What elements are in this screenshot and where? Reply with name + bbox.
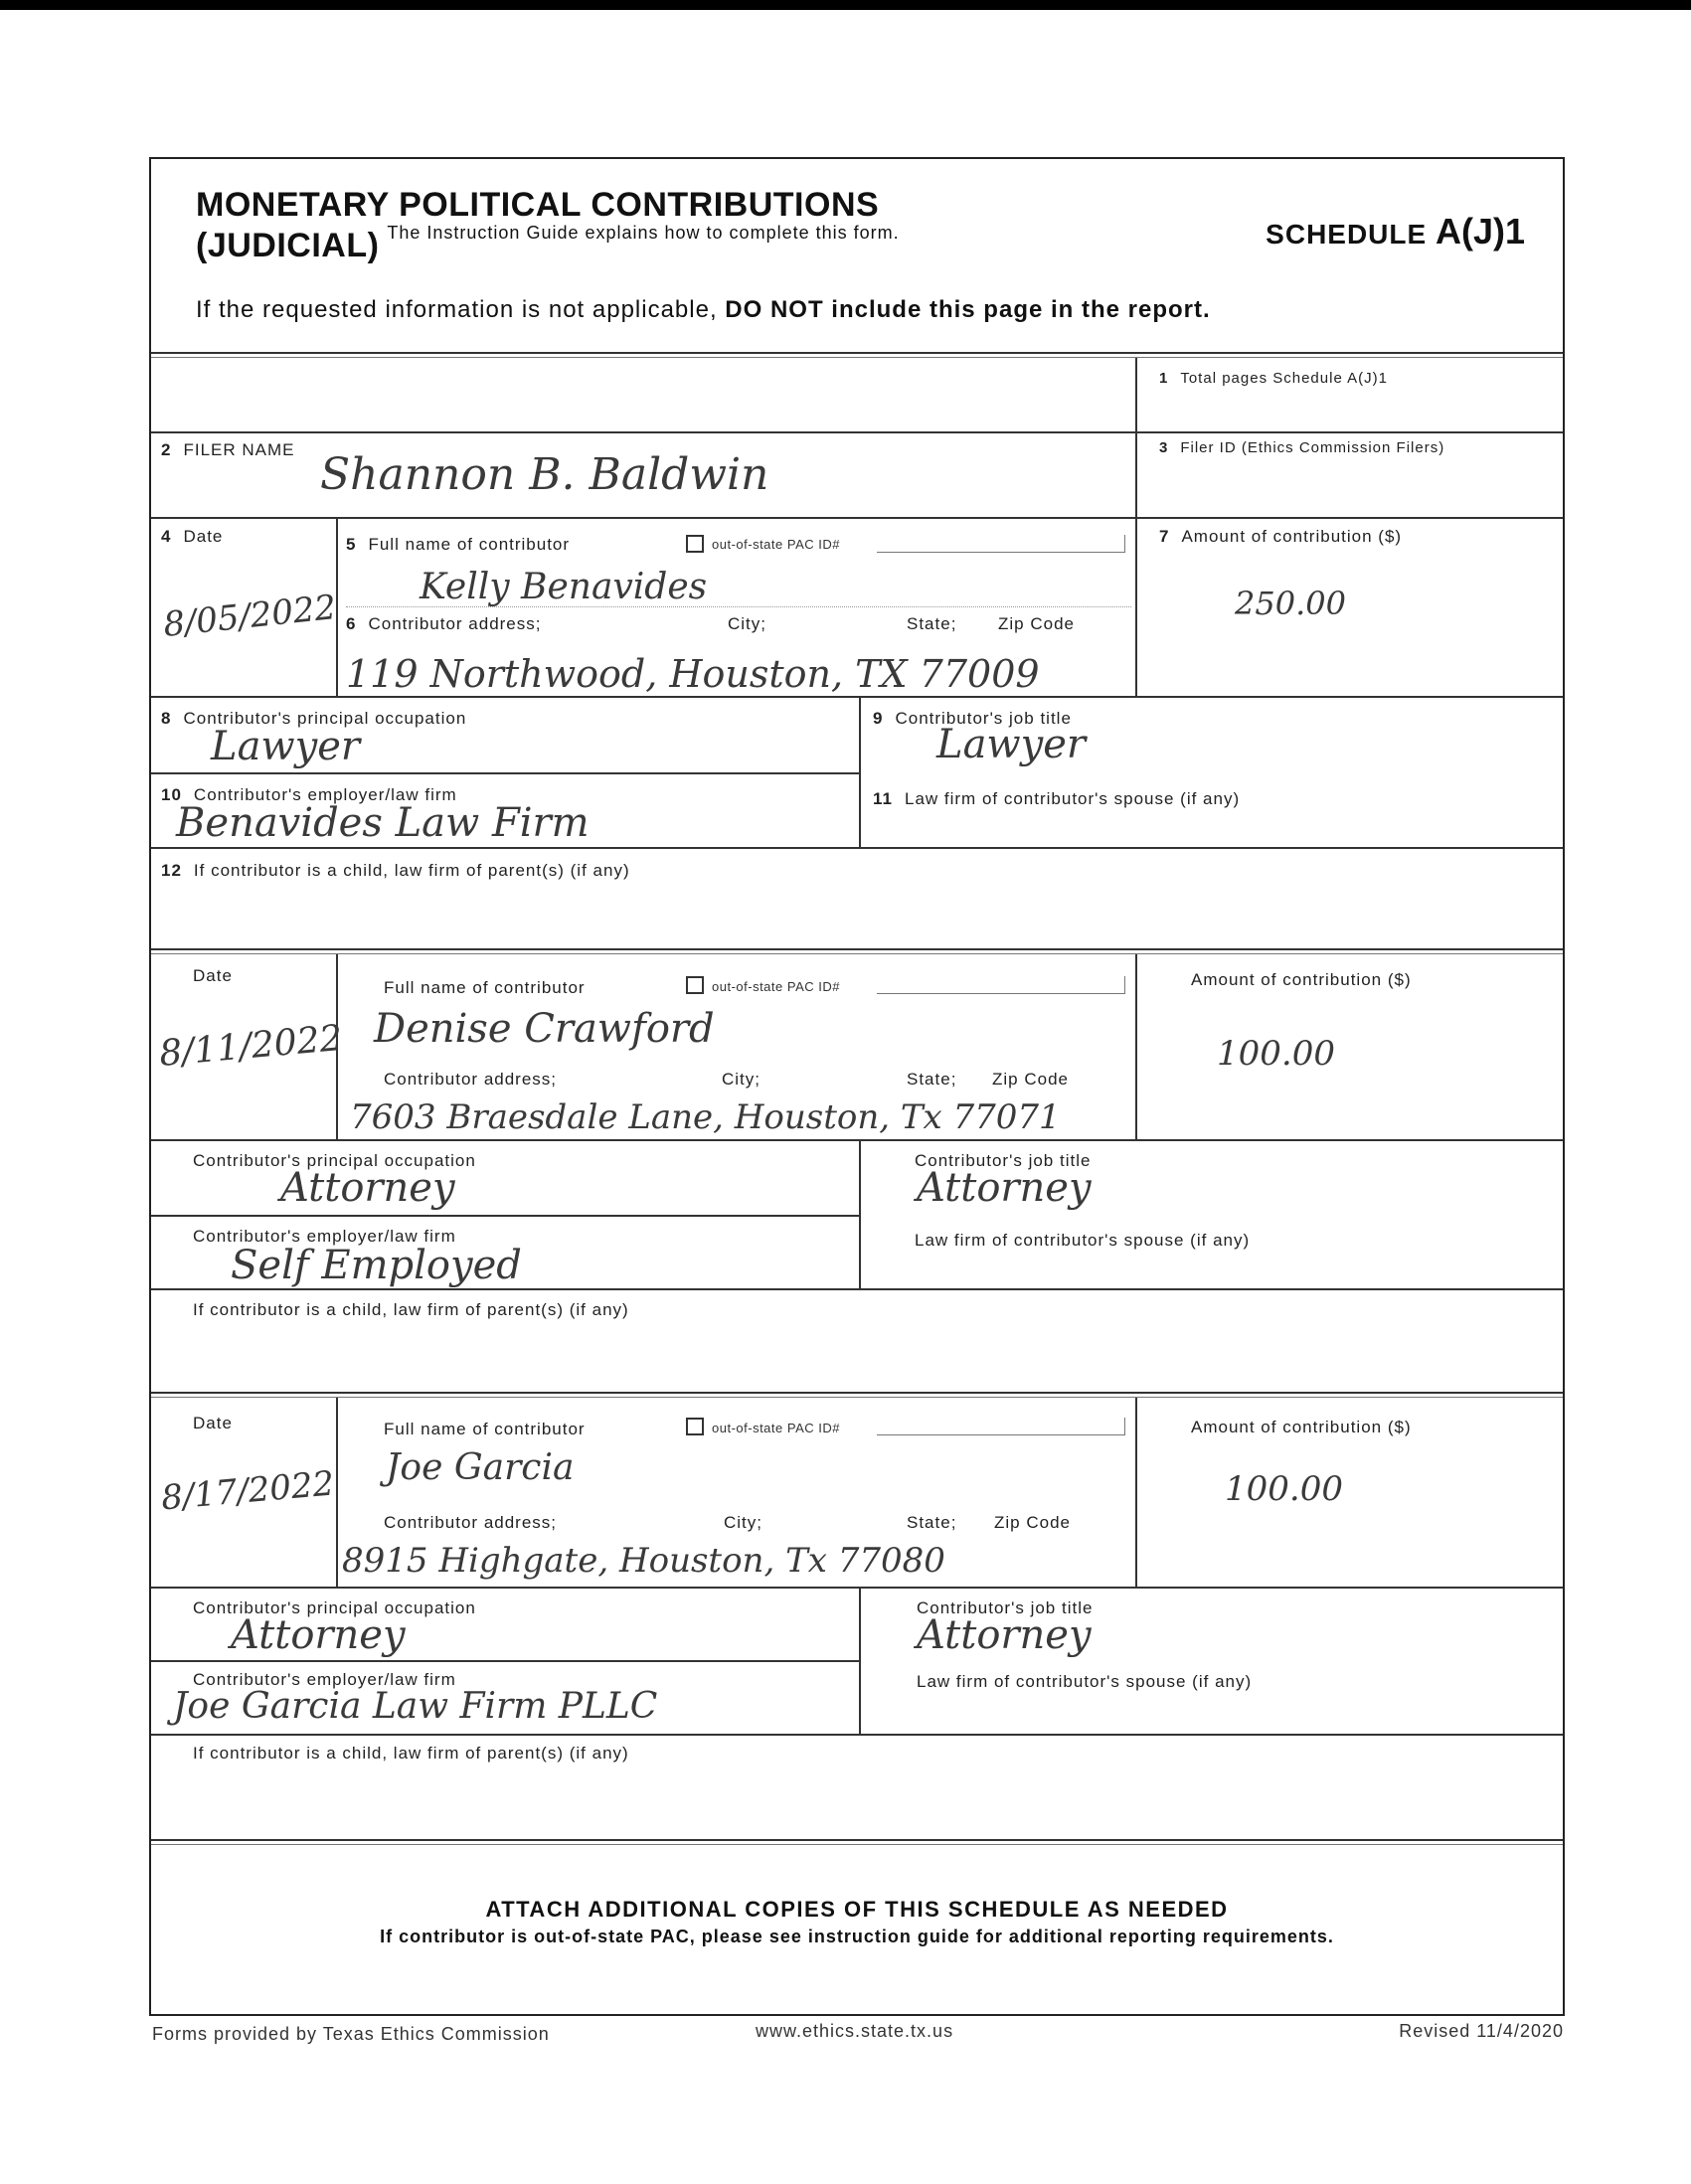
dotted-rule (346, 606, 1131, 607)
state-label: State; (907, 614, 957, 633)
revision-date: Revised 11/4/2020 (1399, 2021, 1564, 2041)
out-of-state-pac-note: If contributor is out-of-state PAC, please see instruction guide for additional reporting requirements. (380, 1927, 1334, 1946)
spouse-firm-label: Law firm of contributor's spouse (if any) (917, 1672, 1253, 1691)
form-provider: Forms provided by Texas Ethics Commission (152, 2024, 550, 2044)
divider (151, 1587, 1563, 1589)
total-pages-label: 1 Total pages Schedule A(J)1 (1159, 370, 1388, 387)
full-name-label: Full name of contributor (384, 978, 586, 997)
contributor-address-value: 8915 Highgate, Houston, Tx 77080 (342, 1541, 945, 1581)
website-link[interactable]: www.ethics.state.tx.us (756, 2021, 954, 2041)
address-label: Contributor address; (384, 1070, 558, 1089)
applicability-note (196, 296, 1211, 324)
note-text: If the requested information is not applicable, (196, 296, 718, 323)
pac-id-field[interactable] (877, 535, 1125, 553)
section-divider (151, 1392, 1563, 1398)
filer-name-label: 2 FILER NAME (161, 440, 295, 459)
amount-label: Amount of contribution ($) (1191, 1418, 1412, 1436)
job-title-label: Contributor's job title (917, 1598, 1094, 1617)
schedule-word: SCHEDULE (1266, 219, 1428, 250)
child-firm-label: If contributor is a child, law firm of parent(s) (if any) (193, 1744, 629, 1763)
employer-label: Contributor's employer/law firm (193, 1227, 456, 1246)
address-label: Contributor address; (384, 1513, 558, 1532)
divider (151, 847, 1563, 849)
divider (151, 772, 859, 774)
state-label: State; (907, 1070, 957, 1089)
occupation-label: 8 Contributor's principal occupation (161, 709, 467, 728)
divider (151, 517, 1563, 519)
divider (151, 1288, 1563, 1290)
state-label: State; (907, 1513, 957, 1532)
title-line-1: MONETARY POLITICAL CONTRIBUTIONS (196, 186, 880, 224)
divider (1135, 519, 1137, 696)
amount-value: 100.00 (1225, 1469, 1343, 1509)
title-line-2: (JUDICIAL) (196, 227, 380, 264)
amount-value: 100.00 (1217, 1034, 1335, 1074)
divider (151, 1734, 1563, 1736)
contributor-address-value: 119 Northwood, Houston, TX 77009 (346, 652, 1040, 696)
divider (1135, 1398, 1137, 1587)
divider (151, 1215, 859, 1217)
city-label: City; (722, 1070, 761, 1089)
attach-copies-heading: ATTACH ADDITIONAL COPIES OF THIS SCHEDULE AS NEEDED (485, 1897, 1229, 1922)
out-of-state-pac-label: out-of-state PAC ID# (712, 1421, 840, 1435)
city-label: City; (724, 1513, 762, 1532)
spouse-firm-label: Law firm of contributor's spouse (if any) (915, 1231, 1251, 1250)
occupation-label: Contributor's principal occupation (193, 1151, 476, 1170)
amount-value: 250.00 (1235, 585, 1346, 622)
out-of-state-pac-checkbox[interactable] (686, 976, 704, 994)
amount-label: Amount of contribution ($) (1191, 970, 1412, 989)
divider (151, 696, 1563, 698)
out-of-state-pac-label: out-of-state PAC ID# (712, 537, 840, 552)
schedule-form (149, 157, 1565, 2016)
occupation-value: Attorney (280, 1165, 455, 1211)
filer-id-label: 3 Filer ID (Ethics Commission Filers) (1159, 439, 1445, 456)
employer-value: Benavides Law Firm (176, 800, 590, 846)
out-of-state-pac-label: out-of-state PAC ID# (712, 979, 840, 994)
section-divider (151, 1839, 1563, 1845)
divider (859, 1589, 861, 1734)
date-label: Date (193, 966, 233, 985)
divider (151, 431, 1563, 433)
contributor-name-value: Kelly Benavides (420, 567, 708, 607)
divider (859, 698, 861, 847)
city-label: City; (728, 614, 766, 633)
filer-name-value: Shannon B. Baldwin (320, 449, 769, 500)
instruction-text: The Instruction Guide explains how to complete this form. (387, 223, 900, 243)
employer-value: Self Employed (231, 1243, 522, 1288)
contributor-name-value: Joe Garcia (386, 1447, 575, 1488)
address-label: 6 Contributor address; (346, 614, 542, 633)
header-divider (151, 352, 1563, 358)
section-divider (151, 948, 1563, 954)
occupation-label: Contributor's principal occupation (193, 1598, 476, 1617)
divider (859, 1141, 861, 1288)
pac-id-field[interactable] (877, 1418, 1125, 1435)
employer-label: 10 Contributor's employer/law firm (161, 785, 457, 804)
job-title-value: Attorney (917, 1165, 1092, 1211)
employer-label: Contributor's employer/law firm (193, 1670, 456, 1689)
pac-id-field[interactable] (877, 976, 1125, 994)
spouse-firm-label: 11 Law firm of contributor's spouse (if any) (873, 789, 1241, 808)
job-title-value: Attorney (917, 1612, 1092, 1658)
date-value: 8/11/2022 (157, 1018, 345, 1075)
note-bold-text: DO NOT include this page in the report. (725, 296, 1211, 323)
divider (336, 1398, 338, 1587)
divider (1135, 954, 1137, 1139)
occupation-value: Lawyer (211, 724, 361, 769)
out-of-state-pac-checkbox[interactable] (686, 1418, 704, 1435)
job-title-label: 9 Contributor's job title (873, 709, 1072, 728)
job-title-label: Contributor's job title (915, 1151, 1092, 1170)
date-value: 8/17/2022 (159, 1463, 336, 1519)
child-firm-label: If contributor is a child, law firm of parent(s) (if any) (193, 1300, 629, 1319)
date-label: Date (193, 1414, 233, 1432)
full-name-label: 5 Full name of contributor (346, 535, 571, 554)
out-of-state-pac-checkbox[interactable] (686, 535, 704, 553)
date-value: 8/05/2022 (161, 587, 338, 646)
employer-value: Joe Garcia Law Firm PLLC (173, 1686, 658, 1727)
amount-label: 7 Amount of contribution ($) (1159, 527, 1403, 546)
divider (336, 519, 338, 696)
job-title-value: Lawyer (936, 722, 1087, 767)
full-name-label: Full name of contributor (384, 1420, 586, 1438)
scan-top-border (0, 0, 1691, 10)
contributor-address-value: 7603 Braesdale Lane, Houston, Tx 77071 (350, 1097, 1061, 1137)
divider (151, 1660, 859, 1662)
zip-label: Zip Code (992, 1070, 1069, 1089)
contributor-name-value: Denise Crawford (374, 1006, 715, 1052)
schedule-id (1266, 211, 1525, 252)
divider (151, 1139, 1563, 1141)
occupation-value: Attorney (231, 1612, 406, 1658)
date-label: 4 Date (161, 527, 224, 546)
child-firm-label: 12 If contributor is a child, law firm of parent(s) (if any) (161, 861, 630, 880)
zip-label: Zip Code (998, 614, 1075, 633)
zip-label: Zip Code (994, 1513, 1071, 1532)
schedule-code: A(J)1 (1435, 211, 1525, 252)
